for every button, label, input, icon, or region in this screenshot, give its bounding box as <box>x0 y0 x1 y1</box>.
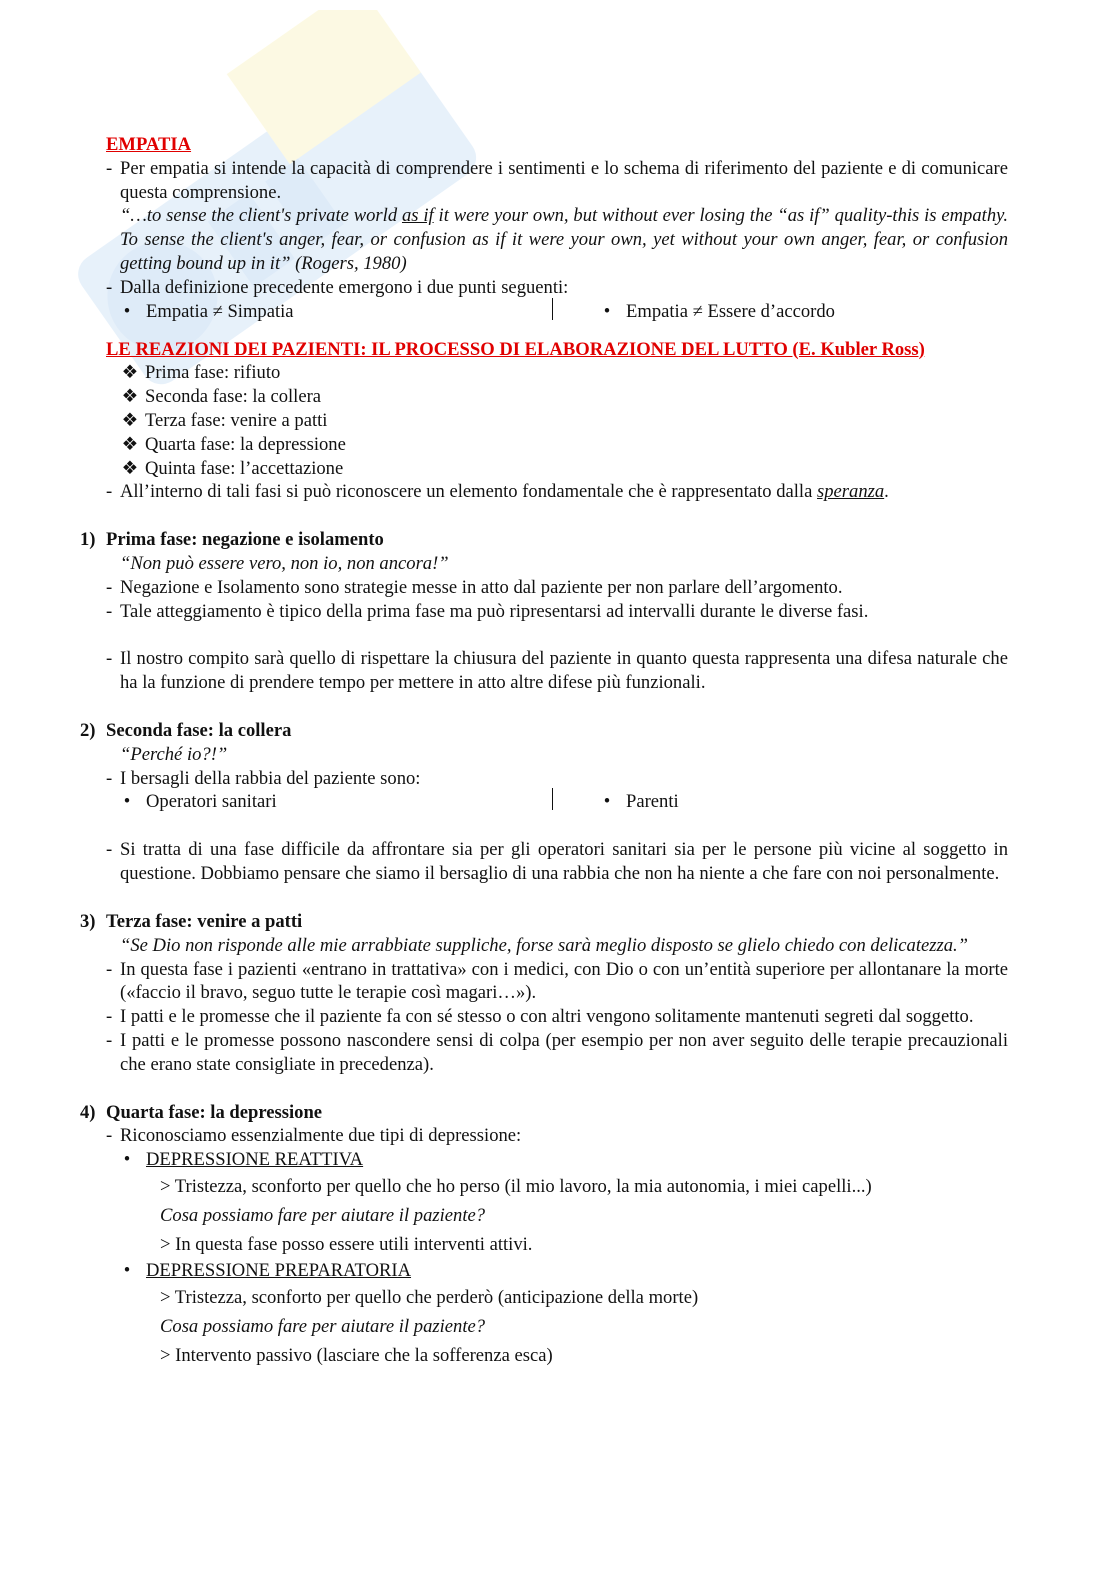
fase2-number: 2) <box>80 719 96 741</box>
fase2-targets <box>106 790 1008 814</box>
depression-question: Cosa possiamo fare per aiutare il paziente? <box>160 1204 486 1226</box>
speranza-word: speranza <box>817 481 885 503</box>
phase-list-item <box>120 361 1008 385</box>
rogers-quote-part-b: it were your own, but without ever losing the “as if” quality-this is empathy. To sense the client's anger, fear, or confusion as if it were your own, yet without your own anger, fear, or confusion getting bound up in it” (Rogers, 1980) <box>120 205 1008 274</box>
reazioni-heading: LE REAZIONI DEI PAZIENTI: IL PROCESSO DI ELABORAZIONE DEL LUTTO (E. Kubler Ross) <box>106 338 925 360</box>
diamond-bullet-icon: ❖ <box>121 457 139 479</box>
phase-list-item <box>120 433 1008 457</box>
empatia-heading: EMPATIA <box>106 134 192 155</box>
depression-type-name: DEPRESSIONE PREPARATORIA <box>146 1259 412 1281</box>
bullet-icon: • <box>123 1149 131 1171</box>
fase3-number: 3) <box>80 910 96 932</box>
phase-label: Prima fase: rifiuto <box>145 362 281 384</box>
fase4-number: 4) <box>80 1101 96 1123</box>
empatia-point-left <box>120 300 294 324</box>
fase1-paragraph: - Negazione e Isolamento sono strategie messe in atto dal paziente per non parlare dell’argomento. <box>106 576 1008 600</box>
diamond-bullet-icon: ❖ <box>121 386 139 408</box>
phase-list-item <box>120 409 1008 433</box>
fase4-heading <box>80 1101 1008 1125</box>
fase2-paragraph: - Si tratta di una fase difficile da affrontare sia per gli operatori sanitari sia per le persone più vicine al soggetto in questione. Dobbiamo pensare che siamo il bersaglio di una rabbia che non ha niente a che fare con noi personalmente. <box>106 838 1008 886</box>
fase2-target-right <box>600 790 679 814</box>
phase-label: Terza fase: venire a patti <box>145 409 328 431</box>
fase1-paragraph: - Tale atteggiamento è tipico della prima fase ma può ripresentarsi ad intervalli durante le diverse fasi. <box>106 600 1008 624</box>
rogers-quote-part-a: “…to sense the client's private world <box>120 205 402 227</box>
fase1-title: Prima fase: negazione e isolamento <box>106 529 384 551</box>
depression-desc: > Tristezza, sconforto per quello che ho perso (il mio lavoro, la mia autonomia, i miei capelli...) <box>160 1175 872 1197</box>
empatia-point-right <box>600 300 835 324</box>
fase4-intro: - Riconosciamo essenzialmente due tipi di depressione: <box>106 1124 1008 1148</box>
fase1-quote: “Non può essere vero, non io, non ancora!” <box>120 552 449 574</box>
depression-type <box>106 1259 1008 1370</box>
depression-type-name: DEPRESSIONE REATTIVA <box>146 1149 364 1171</box>
diamond-bullet-icon: ❖ <box>121 362 139 384</box>
empatia-definition: - Per empatia si intende la capacità di comprendere i sentimenti e lo schema di riferimento del paziente e di comunicare questa comprensione. <box>106 157 1008 205</box>
rogers-quote <box>106 204 1008 275</box>
depression-answer: > Intervento passivo (lasciare che la sofferenza esca) <box>160 1344 553 1366</box>
fase3-paragraph: - I patti e le promesse che il paziente fa con sé stesso o con altri vengono solitamente mantenuti segreti dal soggetto. <box>106 1005 1008 1029</box>
bullet-icon: • <box>123 300 131 322</box>
phase-list-item <box>120 457 1008 481</box>
diamond-bullet-icon: ❖ <box>121 409 139 431</box>
speranza-note-text: All’interno di tali fasi si può riconoscere un elemento fondamentale che è rappresentato dalla <box>120 481 818 503</box>
depression-answer: > In questa fase posso essere utili interventi attivi. <box>160 1233 533 1255</box>
fase1-number: 1) <box>80 529 96 551</box>
column-divider <box>552 298 553 320</box>
empatia-points-intro: - Dalla definizione precedente emergono i due punti seguenti: <box>106 276 1008 300</box>
bullet-icon: • <box>123 1259 131 1281</box>
bullet-icon: • <box>603 300 611 322</box>
empatia-points <box>106 300 1008 324</box>
phase-label: Quinta fase: l’accettazione <box>145 457 344 479</box>
diamond-bullet-icon: ❖ <box>121 433 139 455</box>
speranza-note-end: . <box>884 481 889 503</box>
empatia-point-right-text: Empatia ≠ Essere d’accordo <box>626 300 835 322</box>
fase2-target-left <box>120 790 277 814</box>
fase3-paragraph: - I patti e le promesse possono nascondere sensi di colpa (per esempio per non aver seguito delle terapie precauzionali che erano state consigliate in precedenza). <box>106 1029 1008 1077</box>
fase3-heading <box>80 910 1008 934</box>
fase3-paragraph: - In questa fase i pazienti «entrano in trattativa» con i medici, con Dio o con un’entità superiore per allontanare la morte («faccio il bravo, seguo tutte le terapie così magari…»). <box>106 958 1008 1006</box>
phase-label: Quarta fase: la depressione <box>145 433 346 455</box>
fase1-paragraph: - Il nostro compito sarà quello di rispettare la chiusura del paziente in quanto questa rappresenta una difesa naturale che ha la funzione di prendere tempo per mettere in atto altre difese più funzionali. <box>106 647 1008 695</box>
empatia-point-left-text: Empatia ≠ Simpatia <box>146 300 294 322</box>
depression-desc: > Tristezza, sconforto per quello che perderò (anticipazione della morte) <box>160 1286 699 1308</box>
rogers-quote-underlined: as if <box>401 205 434 227</box>
column-divider <box>552 788 553 810</box>
fase1-heading <box>80 528 1008 552</box>
fase2-target-left-text: Operatori sanitari <box>146 791 277 813</box>
bullet-icon: • <box>603 791 611 813</box>
depression-type-title <box>106 1148 1008 1172</box>
depression-type <box>106 1148 1008 1259</box>
document-content <box>80 133 1008 1370</box>
depression-question: Cosa possiamo fare per aiutare il paziente? <box>160 1315 486 1337</box>
bullet-icon: • <box>123 791 131 813</box>
phase-label: Seconda fase: la collera <box>145 386 322 408</box>
phase-list-item <box>120 385 1008 409</box>
fase4-title: Quarta fase: la depressione <box>106 1101 323 1123</box>
fase2-heading <box>80 719 1008 743</box>
fase2-target-right-text: Parenti <box>626 791 679 813</box>
fase3-title: Terza fase: venire a patti <box>106 910 303 932</box>
fase2-targets-intro: - I bersagli della rabbia del paziente sono: <box>106 767 1008 791</box>
phase-list <box>106 361 1008 480</box>
depression-type-title <box>106 1259 1008 1283</box>
fase2-title: Seconda fase: la collera <box>106 719 292 741</box>
fase3-quote: “Se Dio non risponde alle mie arrabbiate suppliche, forse sarà meglio disposto se glielo chiedo con delicatezza.” <box>120 934 969 956</box>
speranza-note <box>106 480 1008 504</box>
fase2-quote: “Perché io?!” <box>120 743 228 765</box>
